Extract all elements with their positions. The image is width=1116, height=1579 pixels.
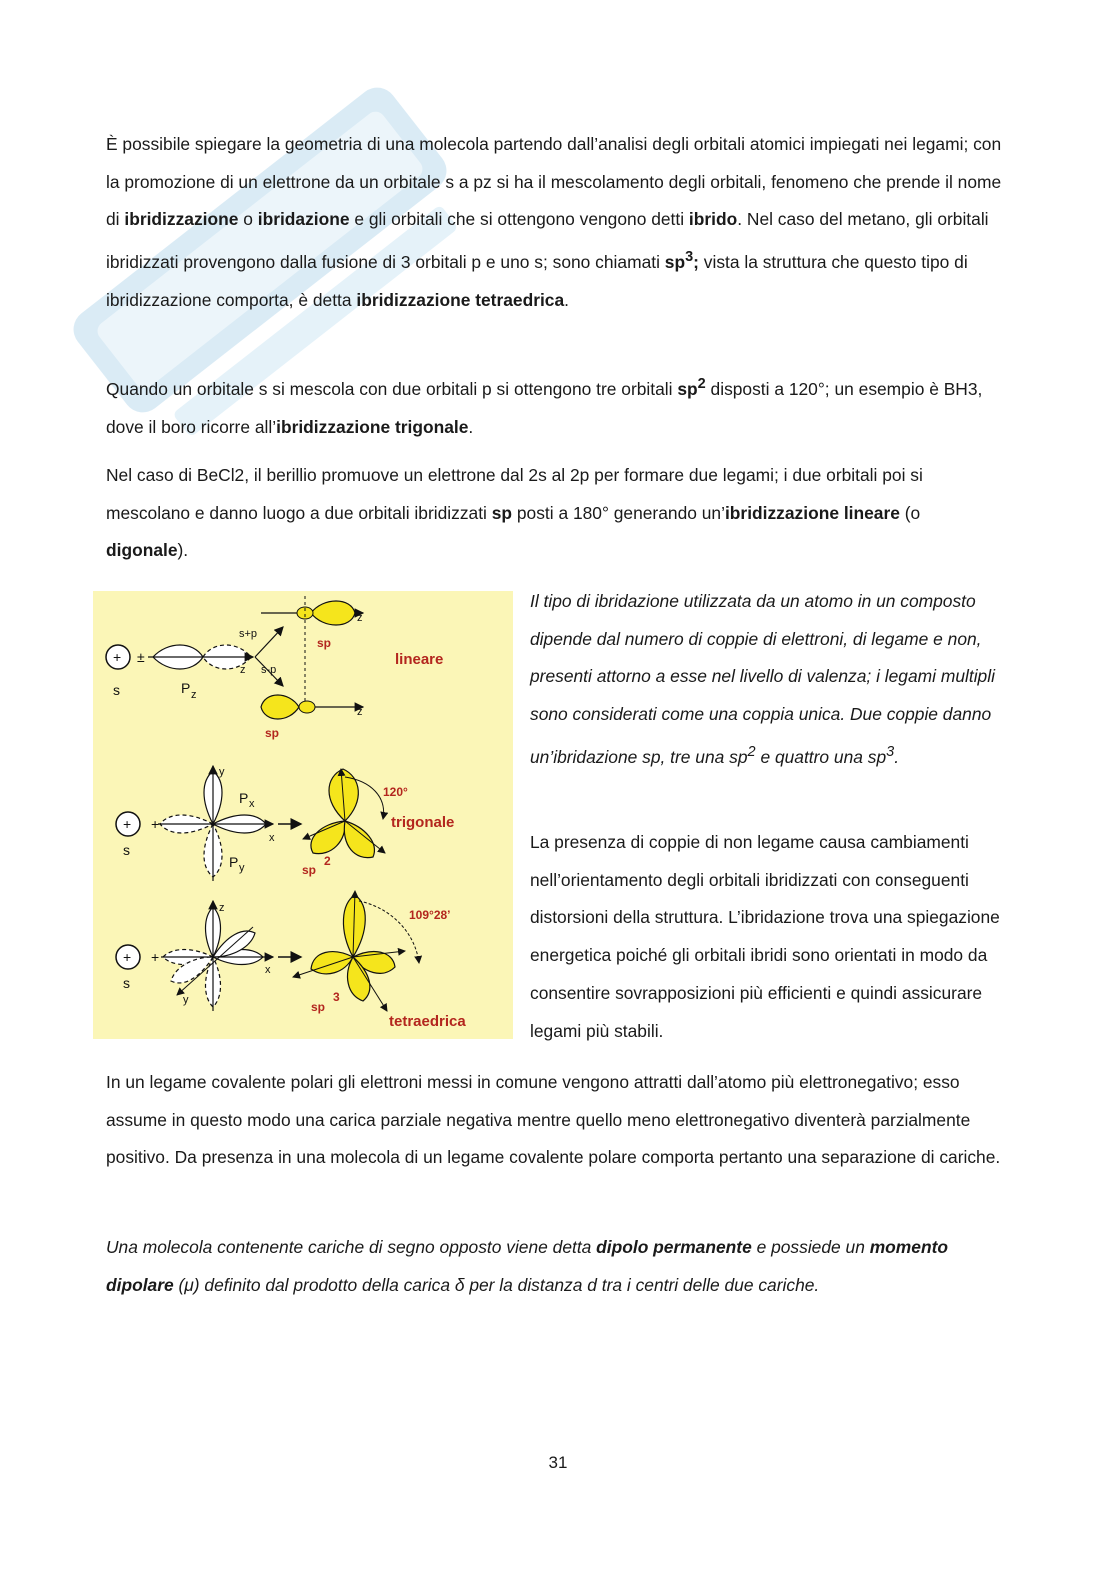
sp3-lobes xyxy=(293,891,419,1011)
svg-text:P: P xyxy=(239,790,249,806)
svg-text:x: x xyxy=(249,798,255,810)
svg-text:y: y xyxy=(219,766,225,778)
svg-text:s: s xyxy=(123,975,130,991)
svg-text:+: + xyxy=(151,816,160,832)
svg-text:P: P xyxy=(229,854,239,870)
svg-text:z: z xyxy=(357,612,363,624)
hybridization-diagram xyxy=(93,591,513,1039)
label-s-minus-p: s-p xyxy=(261,664,277,676)
paragraph-hybridization-type: Il tipo di ibridazione utilizzata da un atomo in un composto dipende dal numero di coppie di elettroni, di legame e non, presenti attorno a esse nel livello di valenza; i legami multipli sono considerati come una coppia unica. Due coppie danno un’ibridazione sp, tre una $sp^2$ e quattro una $sp^3$. xyxy=(530,591,995,767)
label-s: s xyxy=(113,682,120,698)
label-120-degrees: 120° xyxy=(383,785,408,799)
row-sp-linear xyxy=(106,596,443,740)
svg-text:+: + xyxy=(151,949,160,965)
svg-text:z: z xyxy=(219,902,225,914)
svg-text:3: 3 xyxy=(333,990,340,1004)
label-tetraedrica: tetraedrica xyxy=(389,1013,466,1030)
axis-z: z xyxy=(240,664,246,676)
sp-hybrid-lobe-bottom xyxy=(261,695,299,719)
label-pz: P xyxy=(181,680,191,696)
svg-text:z: z xyxy=(191,689,197,701)
svg-text:z: z xyxy=(357,706,363,718)
paragraph-sp2: Quando un orbitale s si mescola con due orbitali p si ottengono tre orbitali $sp^2$ disposti a 120°; un esempio è BH3, dove il boro ricorre all’ibridizzazione trigonale. xyxy=(106,376,983,437)
sp2-lobes xyxy=(303,769,385,858)
paragraph-hybridization-intro: È possibile spiegare la geometria di una molecola partendo dall’analisi degli orbitali atomici impiegati nei legami; con la promozione di un elettrone da un orbitale s a pz si ha il mescolamento degli orbitali, fenomeno che prende il nome di ibridizzazione o ibridazione e gli orbitali che si ottengono vengono detti ibrido. Nel caso del metano, gli orbitali ibridizzati provengono dalla fusione di 3 orbitali p e uno s; sono chiamati $sp^3$; vista la struttura che questo tipo di ibridizzazione comporta, è detta ibridizzazione tetraedrica. xyxy=(106,134,1002,310)
label-sp-top: sp xyxy=(317,636,332,650)
p-orbitals-3d xyxy=(161,901,273,1011)
label-sp2: sp xyxy=(302,863,317,877)
svg-text:x: x xyxy=(269,832,275,844)
p-orbitals-cross xyxy=(158,766,273,881)
page-number: 31 xyxy=(548,1453,568,1472)
label-s-plus-p: s+p xyxy=(239,628,258,640)
paragraph-polar-bond: In un legame covalente polari gli elettroni messi in comune vengono attratti dall’atomo più elettronegativo; esso assume in questo modo una carica parziale negativa mentre quello meno elettronegativo diventerà parzialmente positivo. Da presenza in una molecola di un legame covalente polare comporta pertanto una separazione di cariche. xyxy=(106,1072,1001,1168)
svg-text:±: ± xyxy=(137,649,145,665)
label-sp3: sp xyxy=(311,1000,326,1014)
label-sp-bottom: sp xyxy=(265,726,280,740)
row-sp2-trigonal xyxy=(116,766,454,881)
svg-text:y: y xyxy=(183,994,189,1006)
svg-text:y: y xyxy=(239,862,245,874)
svg-text:2: 2 xyxy=(324,854,331,868)
row-sp3-tetrahedral xyxy=(116,891,466,1030)
sp-hybrid-lobe-top xyxy=(311,601,355,625)
svg-text:+: + xyxy=(123,949,132,965)
paragraph-lone-pairs: La presenza di coppie di non legame causa cambiamenti nell’orientamento degli orbitali ibridizzati con conseguenti distorsioni della struttura. L’ibridazione trova una spiegazione energetica poiché gli orbitali ibridi sono orientati in modo da consentire sovrapposizioni più efficienti e quindi assicurare legami più stabili. xyxy=(530,832,1000,1041)
svg-text:+: + xyxy=(113,649,122,665)
label-trigonale: trigonale xyxy=(391,814,455,831)
hybridization-figure xyxy=(93,591,513,1039)
svg-text:+: + xyxy=(123,816,132,832)
paragraph-sp: Nel caso di BeCl2, il berillio promuove un elettrone dal 2s al 2p per formare due legami; i due orbitali poi si mescolano e danno luogo a due orbitali ibridizzati sp posti a 180° generando un’ibridizzazione lineare (o digonale). xyxy=(106,465,923,561)
svg-text:s: s xyxy=(123,842,130,858)
paragraph-dipole: Una molecola contenente cariche di segno opposto viene detta dipolo permanente e possiede un momento dipolare (μ) definito dal prodotto della carica δ per la distanza d tra i centri delle due cariche. xyxy=(106,1237,948,1295)
label-lineare: lineare xyxy=(395,651,444,668)
label-109-degrees: 109°28’ xyxy=(409,908,451,922)
svg-text:x: x xyxy=(265,964,271,976)
